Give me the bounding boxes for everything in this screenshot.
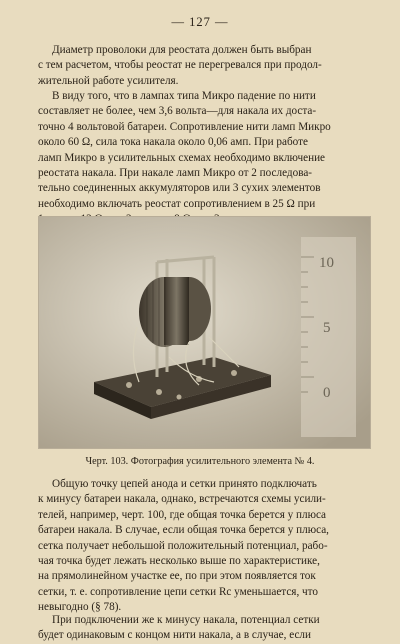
figure-caption: Черт. 103. Фотография усилительного элемента № 4. [85,456,315,467]
coil [139,277,211,347]
text-line: чая точка будет лежать несколько выше по характеристике, [38,554,320,567]
text-line: к минусу батареи накала, однако, встречаются схемы усили- [38,493,326,506]
text-line: телей, например, черт. 100, где общая точка берется у плюса [38,508,327,521]
paragraph-minus-connection [38,613,368,644]
text-line: составляет не более, чем 3,6 вольта—для накала их доста- [38,105,317,118]
text-line: точно 4 вольтовой батареи. Сопротивление нити ламп Микро [38,120,331,133]
paragraph-micro-lamps [38,89,368,228]
text-line: При подключении же к минусу накала, потенциал сетки [52,614,320,626]
text-line: сетка получает небольшой положительный потенциал, рабо- [38,539,328,552]
text-line: реостата накала. При накале ламп Микро от 2 последова- [38,166,313,179]
text-line: тельно соединенных аккумуляторов или 3 сухих элементов [38,182,321,195]
text-line: на прямолинейном участке ее, по при этом появляется ток [38,570,316,583]
text-line: с тем расчетом, чтобы реостат не перегревался при продол- [38,59,322,72]
text-line: ламп Микро в усилительных схемах необходимо включение [38,151,326,164]
paragraph-rheostat-wire [38,43,368,89]
text-line: невыгодно (§ 78). [38,601,122,614]
photo-illustration [39,217,371,449]
text-line: Общую точку цепей анода и сетки принято подключать [52,478,317,490]
scale-label-5: 5 [323,320,331,336]
text-line: около 60 Ω, сила тока накала около 0,06 амп. При работе [38,136,308,149]
page-number: — 127 — [171,15,229,29]
scale-label-10: 10 [319,255,334,271]
text-line: необходимо включать реостат сопротивлением в 25 Ω при [38,197,316,210]
scale-ruler [301,237,356,437]
text-line: батареи накала. В случае, если общая точка берется у плюса, [38,524,329,537]
paragraph-common-point [38,477,368,616]
amplifier-element-photo [38,216,371,449]
text-line: В виду того, что в лампах типа Микро падение по нити [52,90,316,102]
text-line: будет одинаковым с концом нити накала, а в случае, если [38,629,311,642]
text-line: жительной работе усилителя. [38,74,179,87]
text-line: сетки, т. е. сопротивление цепи сетки Rc уменьшается, что [38,585,318,598]
text-line: Диаметр проволоки для реостата должен быть выбран [52,44,312,56]
scale-label-0: 0 [323,385,331,401]
